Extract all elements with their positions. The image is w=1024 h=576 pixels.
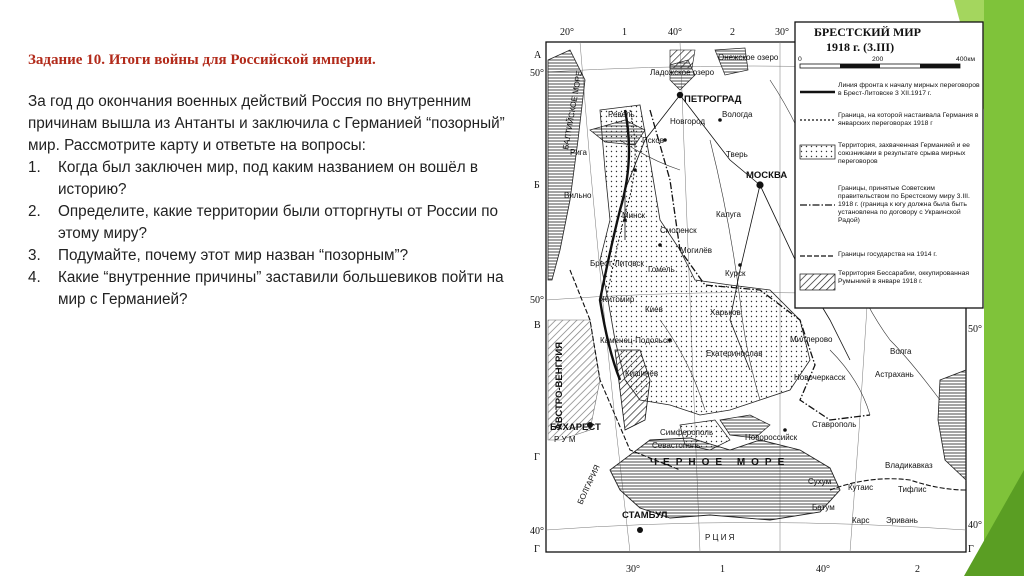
label-kaluga: Калуга — [716, 210, 741, 219]
slide-title: Задание 10. Итоги войны для Российской империи. — [28, 52, 376, 68]
label-smolensk: Смоленск — [660, 226, 697, 235]
label-ladoga: Ладожское озеро — [650, 68, 715, 77]
coord-bottom-1: 1 — [720, 564, 725, 575]
label-kamenets: Каменец-Подольск — [600, 336, 671, 345]
scale-0: 0 — [798, 56, 802, 63]
question-text: Когда был заключен мир, под каким названием он вошёл в историю? — [58, 159, 479, 198]
legend-title: БРЕСТСКИЙ МИР — [814, 25, 921, 39]
label-pskov: Псков — [642, 136, 665, 145]
label-vologda: Вологда — [722, 110, 753, 119]
label-tver: Тверь — [726, 150, 748, 159]
legend-swatch-occupied — [800, 145, 835, 159]
legend-item-1914: Границы государства на 1914 г. — [838, 251, 937, 258]
label-onega: Онежское озеро — [718, 53, 779, 62]
label-novorossiysk: Новороссийск — [745, 433, 798, 442]
coord-left-g: Г — [534, 452, 540, 463]
coord-right-50: 50° — [968, 324, 982, 335]
label-kutais: Кутаис — [848, 483, 874, 492]
label-kishinev: Кишинёв — [625, 369, 659, 378]
label-kharkov: Харьков — [710, 308, 741, 317]
coord-left-b: Б — [534, 180, 540, 191]
finland-strip — [670, 50, 695, 68]
question-list — [28, 157, 528, 311]
label-moscow: МОСКВА — [746, 170, 788, 181]
question-text: Подумайте, почему этот мир назван “позорным”? — [58, 247, 409, 264]
coord-bottom-30: 30° — [626, 564, 640, 575]
label-gomel: Гомель — [648, 265, 675, 274]
label-black-sea: ЧЕРНОЕ МОРЕ — [650, 457, 791, 468]
label-tiflis: Тифлис — [898, 485, 927, 494]
label-mogilev: Могилёв — [680, 246, 712, 255]
legend-item-brest-border: Границы, принятые Советским правительством по Брестскому миру 3.III. 1918 г. (граница к югу должна была быть установлена по договору с Украинской Радой) — [838, 185, 970, 224]
coord-top-20: 20° — [560, 27, 574, 38]
label-baltic-sea: БАЛТИЙСКОЕ МОРЕ — [561, 70, 584, 151]
label-brest: Брест-Литовск — [590, 259, 644, 268]
question-number: 3. — [28, 247, 41, 264]
label-minsk: Минск — [622, 211, 646, 220]
label-vladikavkaz: Владикавказ — [885, 461, 933, 470]
scale-400: 400км — [956, 56, 975, 63]
coord-left-50b: 50° — [530, 295, 544, 306]
question-item — [28, 245, 528, 267]
label-kursk: Курск — [725, 269, 746, 278]
label-petrograd: ПЕТРОГРАД — [684, 94, 742, 105]
label-astrakhan: Астрахань — [875, 370, 914, 379]
legend-swatch-bessarabia — [800, 274, 835, 290]
coord-top-30: 30° — [775, 27, 789, 38]
coord-left-g2: Г — [534, 544, 540, 555]
label-batum: Батум — [812, 503, 835, 512]
map-svg — [530, 20, 985, 576]
brest-treaty-map — [530, 20, 985, 576]
legend-item-german-line: Граница, на которой настаивала Германия в январских переговорах 1918 г — [838, 112, 979, 127]
label-sukhum: Сухум — [808, 477, 832, 486]
label-revel: Ревель — [608, 110, 635, 119]
question-number: 2. — [28, 203, 41, 220]
label-novocherkassk: Новочеркасск — [794, 373, 846, 382]
label-rum: Р У М — [554, 435, 576, 444]
label-millerovo: Миллерово — [790, 335, 833, 344]
scale-200: 200 — [872, 56, 884, 63]
label-turkey: Р Ц И Я — [705, 533, 735, 542]
label-kiev: Киев — [645, 305, 663, 314]
question-number: 4. — [28, 269, 41, 286]
coord-left-v: В — [534, 320, 541, 331]
map-legend — [795, 22, 983, 308]
coord-right-40: 40° — [968, 520, 982, 531]
label-ekaterinoslav: Екатеринослав — [706, 349, 763, 358]
label-stambul: СТАМБУЛ — [622, 510, 668, 521]
label-bukharest: БУХАРЕСТ — [550, 422, 601, 433]
coord-bottom-2: 2 — [915, 564, 920, 575]
label-kars: Карс — [852, 516, 870, 525]
label-bulgaria: БОЛГАРИЯ — [575, 463, 602, 506]
label-volga: Волга — [890, 347, 912, 356]
legend-item-occupied: Территория, захваченная Германией и ее союзниками в результате срыва мирных переговоров — [838, 142, 970, 165]
question-item — [28, 267, 528, 311]
question-item — [28, 201, 528, 245]
question-text: Определите, какие территории были отторгнуты от России по этому миру? — [58, 203, 499, 242]
label-riga: Рига — [570, 148, 587, 157]
label-sevastopol: Севастополь — [652, 441, 701, 450]
coord-top-2: 2 — [730, 27, 735, 38]
coord-top-1: 1 — [622, 27, 627, 38]
coord-top-40: 40° — [668, 27, 682, 38]
coord-right-g: Г — [968, 544, 974, 555]
legend-date: 1918 г. (3.III) — [826, 40, 895, 54]
label-erivan: Эривань — [886, 516, 918, 525]
label-austria-hungary: АВСТРО-ВЕНГРИЯ — [554, 342, 565, 430]
question-item — [28, 157, 528, 201]
label-vilno: Вильно — [564, 191, 592, 200]
coord-left-50: 50° — [530, 68, 544, 79]
legend-item-bessarabia: Территория Бессарабии, оккупированная Румынией в январе 1918 г. — [838, 270, 970, 285]
label-simferopol: Симферополь — [660, 428, 714, 437]
label-novgorod: Новгород — [670, 117, 706, 126]
coord-bottom-40: 40° — [816, 564, 830, 575]
intro-paragraph: За год до окончания военных действий Россия по внутренним причинам вышла из Антанты и заключила с Германией “позорный” мир. Рассмотрите карту и ответьте на вопросы: — [28, 93, 505, 154]
task-text — [28, 52, 528, 311]
coord-left-a: А — [534, 50, 542, 61]
question-number: 1. — [28, 159, 41, 176]
question-text: Какие “внутренние причины” заставили большевиков пойти на мир с Германией? — [58, 269, 504, 308]
label-stavropol: Ставрополь — [812, 420, 857, 429]
label-zhitomir: Житомир — [600, 295, 635, 304]
legend-item-front: Линия фронта к началу мирных переговоров в Брест-Литовске 3 XII.1917 г. — [838, 82, 980, 97]
coord-left-40: 40° — [530, 526, 544, 537]
